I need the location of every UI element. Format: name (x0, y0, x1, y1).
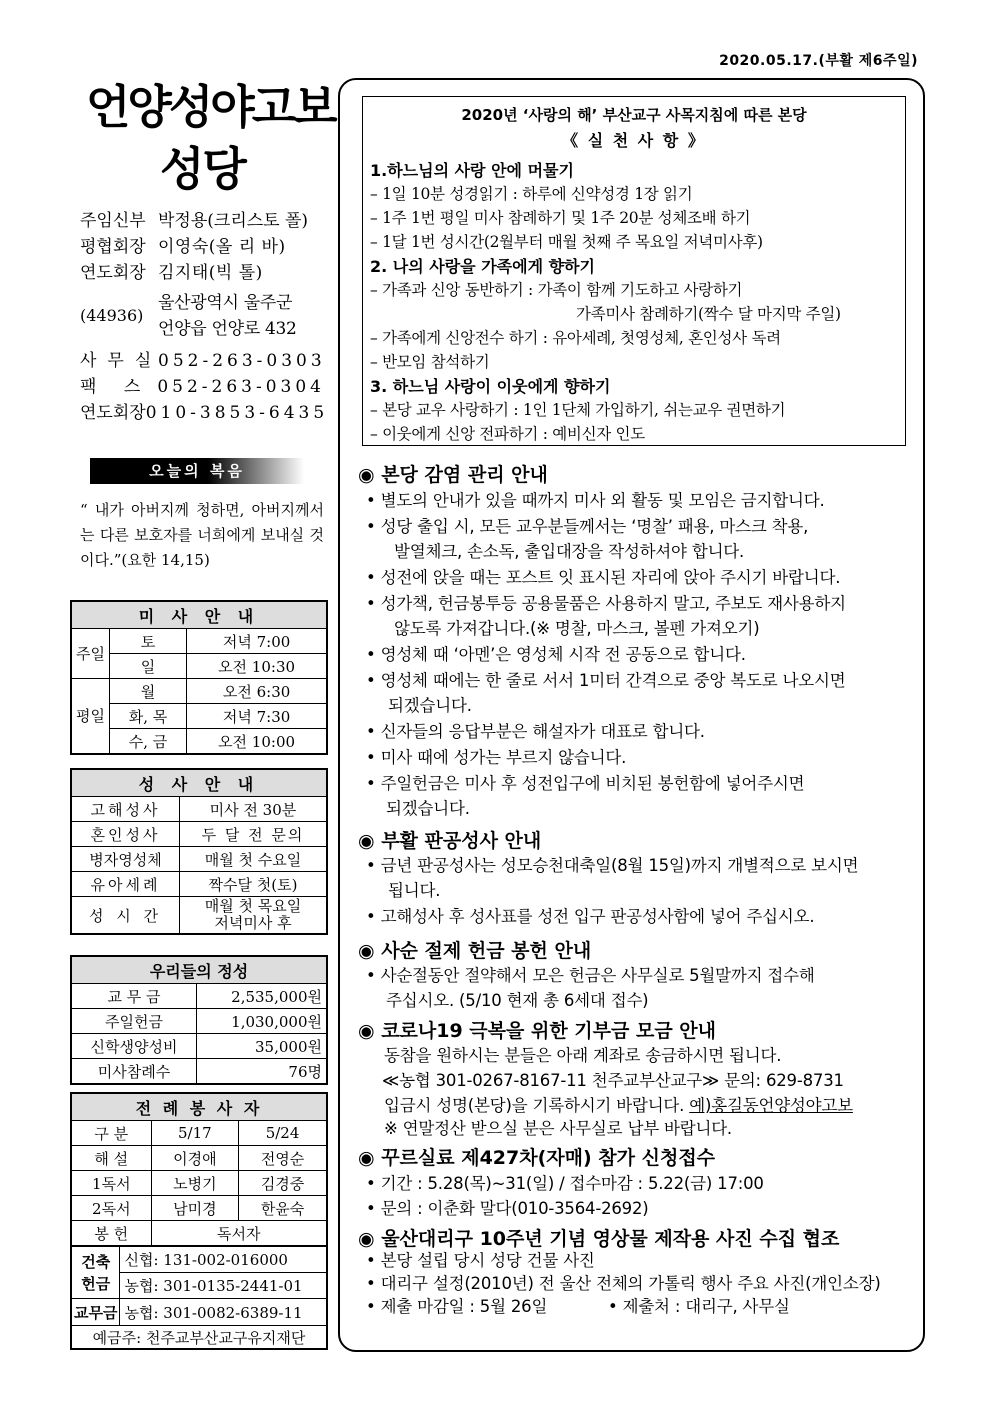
staff-row-council (80, 234, 325, 260)
servers-header: 전 례 봉 사 자 (71, 1093, 327, 1121)
parish-title: 언양성야고보 (86, 80, 335, 134)
building-account: 신협: 131-002-016000 (120, 1246, 327, 1273)
practice-item: – 반모임 참석하기 (370, 353, 490, 371)
practice-heading-1: 1.하느님의 사랑 안에 머물기 (370, 161, 574, 180)
notice-item: • 성가책, 헌금봉투등 공용물품은 사용하지 말고, 주보도 재사용하지 (366, 594, 846, 613)
sacrament-name: 유아세례 (71, 872, 179, 897)
notice-item: • 금년 판공성사는 성모승천대축일(8월 15일)까지 개별적으로 보시면 (366, 856, 859, 875)
section-cursillo-title: ◉ 꾸르실료 제427차(자매) 참가 신청접수 (358, 1147, 716, 1169)
staff-value: 이영숙(올 리 바) (158, 237, 286, 257)
server-name: 김경중 (239, 1171, 327, 1196)
servers-col: 5/17 (151, 1121, 239, 1146)
phone-number: 052-263-0304 (157, 377, 325, 397)
notice-item: • 신자들의 응답부분은 해설자가 대표로 합니다. (366, 722, 705, 741)
practice-item: – 본당 교우 사랑하기 : 1인 1단체 가입하기, 쉬는교우 권면하기 (370, 401, 786, 419)
notice-item: • 성당 출입 시, 모든 교우분들께서는 ‘명찰’ 패용, 마스크 착용, (366, 517, 809, 536)
notice-item: 주십시오. (5/10 현재 총 6세대 접수) (386, 991, 649, 1010)
notice-example: 예)홍길동언양성야고보 (689, 1096, 853, 1115)
staff-row-pastor (80, 208, 325, 234)
section-confession-title: ◉ 부활 판공성사 안내 (358, 830, 542, 852)
practice-subtitle: 《 실 천 사 항 》 (562, 131, 706, 150)
practice-item: – 1주 1번 평일 미사 참례하기 및 1주 20분 성체조배 하기 (370, 209, 751, 227)
practice-title: 2020년 ‘사랑의 해’ 부산교구 사목지침에 따른 본당 (461, 106, 807, 124)
servers-col: 5/24 (239, 1121, 327, 1146)
practice-item: – 이웃에게 신앙 전파하기 : 예비신자 인도 (370, 425, 645, 443)
offerings-table (70, 955, 328, 1085)
sunday-label: 주일 (71, 629, 109, 679)
section-lent-offering-title: ◉ 사순 절제 헌금 봉헌 안내 (358, 940, 592, 962)
notice-item: • 고해성사 후 성사표를 성전 입구 판공성사함에 넣어 주십시오. (366, 907, 815, 926)
notice-item: 발열체크, 손소독, 출입대장을 작성하셔야 합니다. (394, 542, 745, 561)
account-holder: 예금주: 천주교부산교구유지재단 (71, 1326, 327, 1350)
mass-header: 미 사 안 내 (71, 601, 327, 629)
practice-heading-2: 2. 나의 사랑을 가족에게 향하기 (370, 257, 595, 276)
address-line2: 언양읍 언양로 432 (158, 319, 297, 339)
notice-item (384, 1093, 853, 1119)
tithe-label: 교무금 (71, 1299, 120, 1326)
offering-value: 1,030,000원 (196, 1009, 327, 1034)
notice-item: 동참을 원하시는 분들은 아래 계좌로 송금하시면 됩니다. (384, 1046, 782, 1065)
mass-schedule-table (70, 600, 328, 755)
offering-name: 신학생양성비 (71, 1034, 196, 1059)
practice-item: – 가족에게 신앙전수 하기 : 유아세례, 첫영성체, 혼인성사 독려 (370, 329, 781, 347)
staff-value: 박정용(크리스토 폴) (158, 211, 309, 231)
sacraments-table (70, 768, 328, 935)
offering-name: 주일헌금 (71, 1009, 196, 1034)
notice-item: ≪농협 301-0267-8167-11 천주교부산교구≫ 문의: 629-8731 (382, 1071, 844, 1090)
mass-time: 오전 10:00 (187, 729, 327, 755)
servers-col: 구 분 (71, 1121, 151, 1146)
notice-item: • 별도의 안내가 있을 때까지 미사 외 활동 및 모임은 금지합니다. (366, 491, 825, 510)
sacrament-name: 혼인성사 (71, 822, 179, 847)
phone-prayer-leader (80, 400, 329, 426)
server-role: 해 설 (71, 1146, 151, 1171)
staff-label: 주임신부 (80, 211, 146, 231)
section-photo-collection-title: ◉ 울산대리구 10주년 기념 영상물 제작용 사진 수집 협조 (358, 1228, 840, 1250)
notice-item: 되겠습니다. (388, 696, 472, 715)
server-name: 남미경 (151, 1196, 239, 1221)
parish-title-2: 성당 (160, 142, 245, 196)
sacraments-header: 성 사 안 내 (71, 769, 327, 797)
notice-item: 되겠습니다. (386, 799, 470, 818)
notice-item: • 사순절동안 절약해서 모은 헌금은 사무실로 5월말까지 접수해 (366, 966, 815, 985)
address-line1: 울산광역시 울주군 (158, 293, 293, 313)
sacrament-info: 짝수달 첫(토) (179, 872, 327, 897)
notice-item: ※ 연말정산 받으실 분은 사무실로 납부 바랍니다. (384, 1119, 732, 1138)
staff-row-prayer (80, 260, 325, 286)
section-covid-donation-title: ◉ 코로나19 극복을 위한 기부금 모금 안내 (358, 1020, 717, 1042)
notice-item: • 기간 : 5.28(목)~31(일) / 접수마감 : 5.22(금) 17:00 (366, 1174, 764, 1193)
mass-day: 화, 목 (109, 704, 186, 729)
notice-item: • 영성체 때에는 한 줄로 서서 1미터 간격으로 중앙 복도로 나오시면 (366, 671, 846, 690)
offertory-value: 독서자 (151, 1221, 327, 1247)
notice-item: • 성전에 앉을 때는 포스트 잇 표시된 자리에 앉아 주시기 바랍니다. (366, 568, 841, 587)
mass-day: 수, 금 (109, 729, 186, 755)
notice-item: • 문의 : 이춘화 말다(010-3564-2692) (366, 1199, 649, 1218)
section-infection-control-title: ◉ 본당 감염 관리 안내 (358, 464, 548, 486)
mass-time: 오전 10:30 (187, 654, 327, 679)
offering-name: 교 무 금 (71, 984, 196, 1009)
phone-label: 연도회장 (80, 403, 146, 423)
mass-day: 토 (109, 629, 186, 654)
staff-value: 김지태(빅 톨) (158, 263, 263, 283)
practice-item: – 가족과 신앙 동반하기 : 가족이 함께 기도하고 사랑하기 (370, 281, 743, 299)
servers-table (70, 1092, 328, 1247)
phone-number: 010-3853-6435 (145, 403, 329, 423)
offering-name: 미사참례수 (71, 1059, 196, 1085)
tithe-account: 농협: 301-0082-6389-11 (120, 1299, 327, 1326)
mass-day: 월 (109, 679, 186, 704)
notice-item: • 본당 설립 당시 성당 건물 사진 (366, 1251, 595, 1270)
practice-item: – 1달 1번 성시간(2월부터 매월 첫째 주 목요일 저녁미사후) (370, 233, 763, 251)
phone-number: 052-263-0303 (158, 351, 326, 371)
phone-office (80, 348, 325, 374)
offerings-header: 우리들의 정성 (71, 956, 327, 984)
notice-item: • 제출처 : 대리구, 사무실 (608, 1297, 790, 1316)
notice-item: • 제출 마감일 : 5월 26일 (366, 1297, 548, 1316)
notice-item: • 영성체 때 ‘아멘’은 영성체 시작 전 공동으로 합니다. (366, 645, 746, 664)
server-name: 전영순 (239, 1146, 327, 1171)
zip-code: (44936) (80, 306, 144, 325)
phone-label: 사무실 (80, 351, 163, 371)
server-name: 한윤숙 (239, 1196, 327, 1221)
server-role: 2독서 (71, 1196, 151, 1221)
phone-label: 팩 스 (80, 377, 152, 397)
sacrament-name: 고해성사 (71, 797, 179, 822)
mass-time: 오전 6:30 (187, 679, 327, 704)
sacrament-info: 매월 첫 목요일 저녁미사 후 (179, 897, 327, 935)
server-name: 이경애 (151, 1146, 239, 1171)
practice-item: – 1일 10분 성경읽기 : 하루에 신약성경 1장 읽기 (370, 185, 693, 203)
notice-item: 않도록 가져갑니다.(※ 명찰, 마스크, 볼펜 가져오기) (394, 619, 760, 638)
address (80, 290, 325, 342)
mass-day: 일 (109, 654, 186, 679)
sacrament-name: 성 시 간 (71, 897, 179, 935)
sacrament-info: 두 달 전 문의 (179, 822, 327, 847)
practice-item: 가족미사 참례하기(짝수 달 마지막 주일) (576, 305, 841, 323)
staff-label: 평협회장 (80, 237, 146, 257)
phone-fax (80, 374, 325, 400)
building-account: 농협: 301-0135-2441-01 (120, 1273, 327, 1299)
gospel-text: “ 내가 아버지께 청하면, 아버지께서는 다른 보호자를 너희에게 보내실 것이다.”(요한 14,15) (80, 501, 324, 569)
offering-value: 76명 (196, 1059, 327, 1085)
mass-time: 저녁 7:30 (187, 704, 327, 729)
offertory-label: 봉 헌 (71, 1221, 151, 1247)
staff-info (80, 208, 329, 426)
server-name: 노병기 (151, 1171, 239, 1196)
offering-value: 2,535,000원 (196, 984, 327, 1009)
offering-value: 35,000원 (196, 1034, 327, 1059)
sacrament-name: 병자영성체 (71, 847, 179, 872)
building-fund-label: 건축 헌금 (71, 1246, 120, 1299)
sacrament-info: 미사 전 30분 (179, 797, 327, 822)
gospel-header: 오늘의 복음 (90, 458, 304, 484)
bulletin-date: 2020.05.17.(부활 제6주일) (719, 53, 918, 69)
mass-time: 저녁 7:00 (187, 629, 327, 654)
staff-label: 연도회장 (80, 263, 146, 283)
bank-accounts-table (70, 1245, 328, 1350)
server-role: 1독서 (71, 1171, 151, 1196)
weekday-label: 평일 (71, 679, 109, 755)
practice-heading-3: 3. 하느님 사랑이 이웃에게 향하기 (370, 377, 611, 396)
notice-item: • 대리구 설정(2010년) 전 울산 전체의 가톨릭 행사 주요 사진(개인소장) (366, 1274, 881, 1293)
notice-item: • 주일헌금은 미사 후 성전입구에 비치된 봉헌함에 넣어주시면 (366, 774, 805, 793)
notice-text: 입금시 성명(본당)을 기록하시기 바랍니다. (384, 1096, 685, 1115)
notice-item: 됩니다. (388, 881, 441, 900)
sacrament-info: 매월 첫 수요일 (179, 847, 327, 872)
notice-item: • 미사 때에 성가는 부르지 않습니다. (366, 748, 627, 767)
